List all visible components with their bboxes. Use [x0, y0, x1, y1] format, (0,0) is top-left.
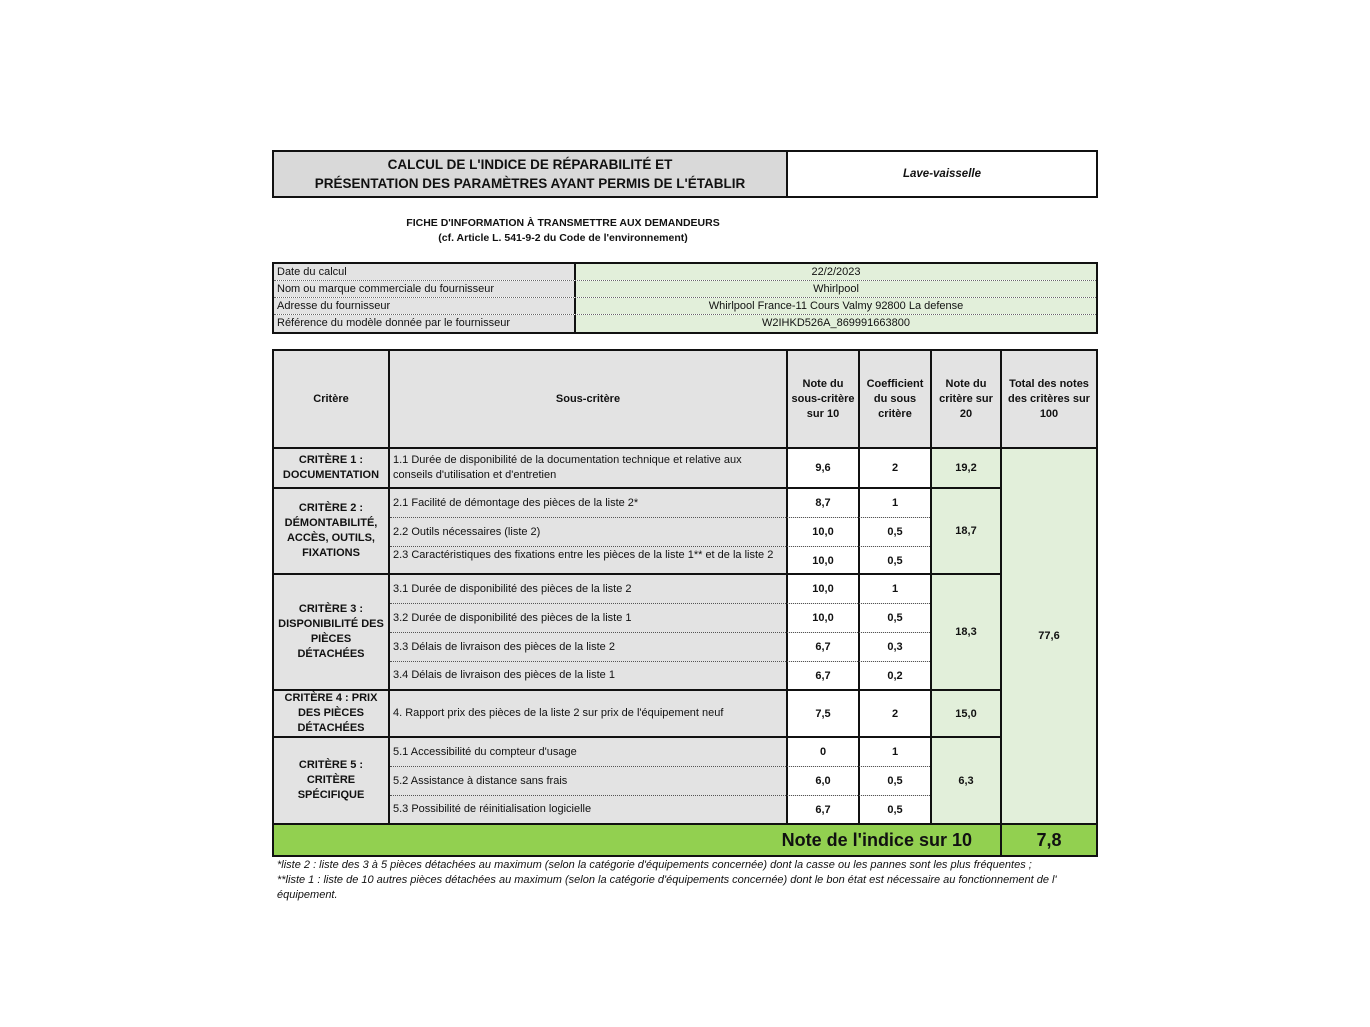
sub-criterion-note: 8,7: [788, 489, 858, 517]
subtitle-line1: FICHE D'INFORMATION À TRANSMETTRE AUX DEMANDEURS: [406, 217, 720, 229]
final-score-bar: [274, 823, 1096, 855]
sub-criterion-coef: 1: [860, 575, 930, 603]
sub-criterion-coef: 0,5: [860, 518, 930, 546]
info-label: Nom ou marque commerciale du fournisseur: [274, 281, 576, 297]
row-divider: [390, 632, 930, 633]
header-title: [274, 152, 788, 196]
sub-criterion-label: 3.3 Délais de livraison des pièces de la liste 2: [393, 640, 615, 653]
sub-criterion-note: 10,0: [788, 518, 858, 546]
column-divider: [930, 351, 932, 823]
row-divider: [390, 517, 930, 518]
sub-criterion-coef: 2: [860, 449, 930, 487]
row-divider: [390, 661, 930, 662]
row-divider: [390, 766, 930, 767]
sub-criterion-coef: 0,5: [860, 604, 930, 632]
sub-criterion-note: 6,7: [788, 796, 858, 823]
header-note-sous: Note du sous-critère sur 10: [791, 377, 855, 420]
supplier-info-table: [272, 262, 1098, 334]
sub-criterion-label: 5.3 Possibilité de réinitialisation logicielle: [393, 803, 592, 815]
product-type: Lave-vaisselle: [902, 168, 981, 180]
subtitle-line2: (cf. Article L. 541-9-2 du Code de l'environnement): [438, 232, 688, 244]
final-score-label: Note de l'indice sur 10: [781, 829, 972, 850]
row-divider: [274, 447, 1096, 449]
header-note-critere: Note du critère sur 20: [939, 377, 993, 420]
criterion-name: CRITÈRE 1 : DOCUMENTATION: [282, 454, 380, 481]
column-divider: [858, 351, 860, 823]
row-divider: [274, 689, 1000, 691]
column-divider: [786, 351, 788, 823]
header-title-line1: CALCUL DE L'INDICE DE RÉPARABILITÉ ET: [387, 157, 673, 172]
total-score: 77,6: [1002, 449, 1096, 823]
header-block: [272, 150, 1098, 198]
sub-criterion-note: 6,7: [788, 633, 858, 661]
sub-criterion-coef: 1: [860, 738, 930, 766]
info-label: Référence du modèle donnée par le fournisseur: [274, 315, 576, 332]
sub-criterion-label: 3.2 Durée de disponibilité des pièces de la liste 1: [393, 611, 632, 624]
info-label: Date du calcul: [274, 264, 576, 280]
info-row: [274, 281, 1096, 298]
sub-criterion-label: 2.2 Outils nécessaires (liste 2): [393, 525, 541, 538]
header-sous-critere: Sous-critère: [555, 393, 621, 405]
row-divider: [274, 487, 1000, 489]
repairability-table: [272, 349, 1098, 857]
info-row: [274, 264, 1096, 281]
info-value: Whirlpool France-11 Cours Valmy 92800 La defense: [576, 298, 1096, 314]
info-row: [274, 315, 1096, 332]
sub-criterion-note: 9,6: [788, 449, 858, 487]
sub-criterion-label: 1.1 Durée de disponibilité de la documentation technique et relative aux conseils d'utilisation et d'entretien: [393, 454, 742, 481]
criterion-score: 15,0: [932, 691, 1000, 736]
header-title-line2: PRÉSENTATION DES PARAMÈTRES AYANT PERMIS DE L'ÉTABLIR: [314, 176, 746, 191]
criterion-score: 19,2: [932, 449, 1000, 487]
sub-criterion-label: 3.4 Délais de livraison des pièces de la liste 1: [393, 669, 615, 681]
sub-criterion-note: 7,5: [788, 691, 858, 736]
info-label: Adresse du fournisseur: [274, 298, 576, 314]
sub-criterion-note: 10,0: [788, 547, 858, 573]
column-divider: [388, 351, 390, 823]
row-divider: [274, 573, 1000, 575]
header-total: Total des notes des critères sur 100: [1008, 377, 1090, 420]
sub-criterion-coef: 0,2: [860, 662, 930, 689]
sub-criterion-label: 2.1 Facilité de démontage des pièces de la liste 2*: [393, 496, 639, 509]
criterion-name: CRITÈRE 2 : DÉMONTABILITÉ, ACCÈS, OUTILS, FIXATIONS: [284, 502, 378, 559]
footnotes: [277, 858, 1097, 903]
criterion-score: 18,3: [932, 575, 1000, 689]
footnote-liste-2: *liste 2 : liste des 3 à 5 pièces détachées au maximum (selon la catégorie d'équipements concernée) dont la casse ou les pannes sont les plus fréquentes ;: [277, 859, 1032, 871]
info-value: 22/2/2023: [576, 264, 1096, 280]
info-row: [274, 298, 1096, 315]
info-value: W2IHKD526A_869991663800: [576, 315, 1096, 332]
criterion-score: 6,3: [932, 738, 1000, 823]
criterion-score: 18,7: [932, 489, 1000, 573]
sub-criterion-coef: 0,5: [860, 796, 930, 823]
sub-criterion-coef: 0,3: [860, 633, 930, 661]
criterion-name: CRITÈRE 3 : DISPONIBILITÉ DES PIÈCES DÉTACHÉES: [278, 603, 384, 660]
sub-criterion-coef: 1: [860, 489, 930, 517]
sub-criterion-label: 5.2 Assistance à distance sans frais: [393, 774, 568, 787]
sub-criterion-label: 4. Rapport prix des pièces de la liste 2 sur prix de l'équipement neuf: [393, 707, 724, 719]
sub-criterion-note: 10,0: [788, 604, 858, 632]
header-critere: Critère: [313, 393, 349, 405]
sub-criterion-note: 6,7: [788, 662, 858, 689]
header-coef: Coefficient du sous critère: [866, 377, 924, 420]
info-value: Whirlpool: [576, 281, 1096, 297]
column-divider: [1000, 351, 1002, 823]
criterion-name: CRITÈRE 5 : CRITÈRE SPÉCIFIQUE: [297, 759, 365, 801]
sub-criterion-note: 0: [788, 738, 858, 766]
sub-criterion-label: 5.1 Accessibilité du compteur d'usage: [393, 745, 577, 758]
row-divider: [274, 736, 1000, 738]
sub-criterion-coef: 0,5: [860, 767, 930, 795]
row-divider: [390, 546, 930, 547]
sub-criterion-label: 2.3 Caractéristiques des fixations entre les pièces de la liste 1** et de la liste 2: [393, 549, 774, 561]
final-score-value: 7,8: [1000, 825, 1096, 855]
sub-criterion-coef: 2: [860, 691, 930, 736]
sub-criterion-coef: 0,5: [860, 547, 930, 573]
row-divider: [390, 795, 930, 796]
criterion-name: CRITÈRE 4 : PRIX DES PIÈCES DÉTACHÉES: [284, 692, 378, 734]
subtitle: [380, 216, 746, 246]
sub-criterion-label: 3.1 Durée de disponibilité des pièces de la liste 2: [393, 582, 632, 595]
row-divider: [390, 603, 930, 604]
footnote-liste-1: **liste 1 : liste de 10 autres pièces détachées au maximum (selon la catégorie d'équipements concernée) dont le bon état est nécessaire au fonctionnement de l' équipement.: [277, 874, 1057, 901]
sub-criterion-note: 6,0: [788, 767, 858, 795]
sub-criterion-note: 10,0: [788, 575, 858, 603]
